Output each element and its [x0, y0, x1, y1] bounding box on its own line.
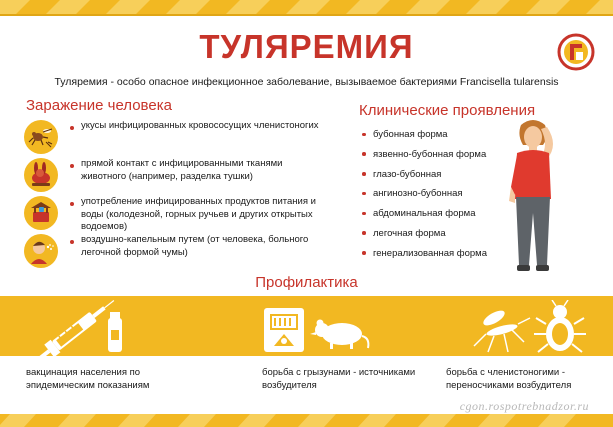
- list-item: [24, 196, 324, 232]
- clinical-item-text: абдоминальная форма: [373, 208, 476, 220]
- sick-woman-illustration: [503, 117, 573, 275]
- bullet: [70, 126, 74, 130]
- tick-mosquito-icon: [24, 120, 58, 154]
- bullet: [70, 202, 74, 206]
- list-item: [361, 128, 511, 148]
- prevention-item-text: вакцинация населения по эпидемическим показаниям: [26, 367, 150, 391]
- bullet: [362, 251, 366, 255]
- list-item: [361, 187, 511, 207]
- bullet: [70, 164, 74, 168]
- sneezing-person-icon: [24, 234, 58, 268]
- bullet: [70, 240, 74, 244]
- rodent-trap-icon: [262, 302, 372, 354]
- syringe-vaccine-icon: [36, 300, 132, 358]
- bullet: [362, 152, 366, 156]
- clinical-heading: Клинические проявления: [359, 102, 536, 119]
- clinical-item-text: глазо-бубонная: [373, 168, 442, 180]
- bullet: [362, 172, 366, 176]
- clinical-item-text: бубонная форма: [373, 129, 448, 140]
- infection-item-text: воздушно-капельным путем (от человека, больного легочной формой чумы): [81, 234, 309, 258]
- site-watermark: cgon.rospotrebnadzor.ru: [459, 399, 589, 413]
- page-title: ТУЛЯРЕМИЯ: [199, 28, 414, 65]
- list-item: [361, 247, 511, 267]
- hare-carcass-icon: [24, 158, 58, 192]
- clinical-item-text: легочная форма: [373, 227, 446, 239]
- list-item: [361, 227, 511, 247]
- infection-item-text: прямой контакт с инфицированными тканями животного (например, разделка тушки): [81, 158, 283, 182]
- list-item: [361, 207, 511, 227]
- clinical-item-text: ангинозно-бубонная: [373, 188, 463, 200]
- bullet: [362, 133, 366, 137]
- list-item: [24, 120, 324, 156]
- clinical-item-text: генерализованная форма: [373, 247, 487, 259]
- infection-heading: Заражение человека: [26, 97, 172, 114]
- top-stripe-decoration: [0, 0, 613, 16]
- well-water-icon: [24, 196, 58, 230]
- page-subtitle: Туляремия - особо опасное инфекционное заболевание, вызываемое бактериями Francisella tularensis: [54, 76, 559, 88]
- clinical-item-text: язвенно-бубонная форма: [373, 148, 487, 160]
- infection-item-text: употребление инфицированных продуктов питания и воды (колодезной, горных ручьев и других открытых водоемов): [81, 196, 316, 232]
- prevention-item-text: борьба с грызунами - источниками возбудителя: [262, 367, 416, 391]
- bottom-stripe-decoration: [0, 414, 613, 427]
- mosquito-louse-icon: [472, 300, 592, 356]
- list-item: [24, 234, 324, 270]
- bullet: [362, 231, 366, 235]
- prevention-item-text: борьба с членистоногими - переносчиками возбудителя: [446, 367, 572, 391]
- list-item: [361, 148, 511, 168]
- list-item: [24, 158, 324, 194]
- bullet: [362, 212, 366, 216]
- prevention-heading: Профилактика: [255, 274, 358, 291]
- list-item: [361, 168, 511, 188]
- clinical-list: [361, 128, 511, 267]
- bullet: [362, 192, 366, 196]
- infection-item-text: укусы инфицированных кровососущих членистоногих: [81, 120, 319, 131]
